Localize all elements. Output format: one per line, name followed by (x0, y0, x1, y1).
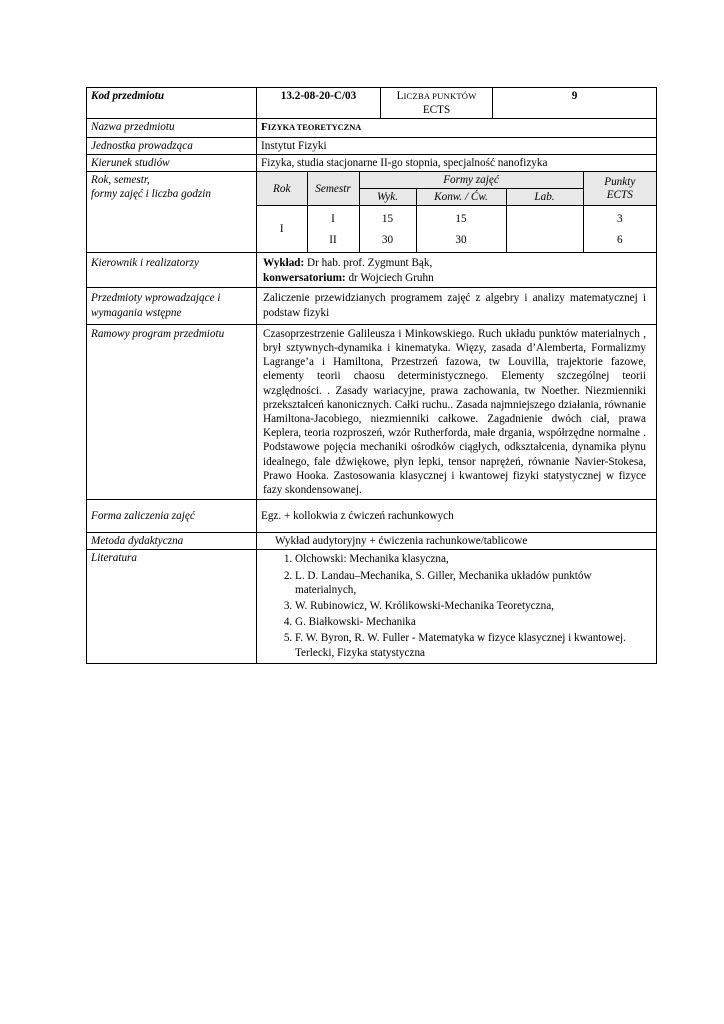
program-row (87, 324, 657, 499)
field-label: Kierunek studiów (87, 154, 257, 171)
method-row (87, 533, 657, 550)
prerequisites-label-line2: wymagania wstępne (91, 306, 182, 319)
literature-label: Literatura (87, 550, 257, 663)
literature-item: 5. F. W. Byron, R. W. Fuller - Matematyka w fizyce klasycznej i kwantowej. Terlecki, Fizyka statystyczna (295, 631, 650, 659)
unit-row (87, 137, 657, 154)
course-name-row (87, 119, 657, 137)
ects-label-smallcaps: ICZBA PUNKTÓW (403, 91, 477, 101)
field-value: Fizyka, studia stacjonarne II-go stopnia, specjalność nanofizyka (257, 154, 657, 171)
literature-value (257, 550, 657, 663)
conversatory-label: konwersatorium: (263, 272, 346, 285)
semester-values (307, 206, 359, 253)
course-name-smallcaps: IZYKA TEORETYCZNA (267, 123, 362, 133)
literature-list (257, 552, 650, 659)
wyk-sem-2: 30 (381, 234, 394, 247)
schedule-label-line2: formy zajęć i liczba godzin (91, 188, 211, 201)
course-code-label: Kod przedmiotu (87, 88, 257, 119)
ects-sem-1: 3 (616, 213, 623, 226)
lecture-label: Wykład: (263, 257, 305, 270)
literature-item: 3. W. Rubinowicz, W. Królikowski-Mechanika Teoretyczna, (295, 599, 650, 613)
program-label: Ramowy program przedmiotu (87, 324, 257, 499)
punkty-header-line2: ECTS (606, 188, 633, 201)
assessment-row (87, 500, 657, 533)
prerequisites-value: Zaliczenie przewidzianych programem zajęć z algebry i analizy matematycznej i podstaw fizyki (257, 288, 657, 324)
course-code-row (87, 88, 657, 119)
semester-2: II (329, 234, 337, 247)
konw-sem-2: 30 (455, 234, 467, 247)
course-name-label: Nazwa przedmiotu (87, 119, 257, 137)
prerequisites-label (87, 288, 257, 324)
punkty-header-line1: Punkty (604, 175, 636, 188)
staff-row (87, 253, 657, 288)
method-value: Wykład audytoryjny + ćwiczenia rachunkowe/tablicowe (257, 533, 657, 550)
method-label: Metoda dydaktyczna (87, 533, 257, 550)
schedule-row (87, 172, 657, 253)
prerequisites-row (87, 288, 657, 324)
literature-item: 1. Olchowski: Mechanika klasyczna, (295, 552, 650, 566)
punkty-ects-header (583, 172, 656, 206)
assessment-value: Egz. + kollokwia z ćwiczeń rachunkowych (257, 500, 657, 533)
ects-points-label (381, 88, 493, 119)
wyk-sem-1: 15 (381, 213, 394, 226)
konw-sem-1: 15 (455, 213, 467, 226)
lecture-value: Dr hab. prof. Zygmunt Bąk, (304, 257, 433, 270)
prerequisites-label-line1: Przedmioty wprowadzające i (91, 292, 221, 305)
staff-label: Kierownik i realizatorzy (87, 253, 257, 288)
syllabus-table (86, 87, 657, 664)
ects-sem-2: 6 (616, 234, 623, 247)
lecture-line (263, 256, 652, 271)
ects-label-end: ECTS (422, 104, 451, 117)
assessment-label: Forma zaliczenia zajęć (87, 500, 257, 533)
literature-item: 2. L. D. Landau–Mechanika, S. Giller, Mechanika układów punktów materialnych, (295, 569, 650, 597)
schedule-cell (257, 172, 657, 253)
konw-header: Konw. / Ćw. (416, 189, 506, 206)
ects-points-value: 9 (493, 88, 657, 119)
conversatory-value: dr Wojciech Gruhn (345, 272, 434, 285)
lab-header: Lab. (506, 189, 583, 206)
semestr-header: Semestr (307, 172, 359, 206)
rok-header: Rok (257, 172, 307, 206)
wyk-header: Wyk. (359, 189, 416, 206)
course-name-value (257, 119, 657, 137)
schedule-table (257, 172, 656, 252)
unit-value: Instytut Fizyki (257, 137, 657, 154)
schedule-label-line1: Rok, semestr, (91, 174, 150, 187)
konw-values (416, 206, 506, 253)
field-row (87, 154, 657, 171)
course-syllabus-page (86, 87, 656, 664)
rok-value: I (257, 206, 307, 253)
literature-row (87, 550, 657, 663)
ects-label-initial: L (396, 90, 404, 102)
program-value: Czasoprzestrzenie Galileusza i Minkowskiego. Ruch układu punktów materialnych , brył sztywnych-dynamika i kinematyka. Więzy, zasada d’Alemberta, Formalizmy Lagrange’a i Hamiltona, Przestrzeń fazowa, tw Louvilla, trajektorie fazowe, elementy teorii chaosu deterministycznego. Elementy szczególnej teorii względności. . Zasady wariacyjne, prawa zachowania, tw Noether. Niezmienniki przekształceń kanonicznych. Całki ruchu.. Zasada najmniejszego działania, równanie Hamiltona-Jacobiego, niezmienniki całkowe. Zagadnienie dwóch ciał, prawa Keplera, teoria rozproszeń, wzór Rutherforda, małe drgania, współrzędne normalne . Podstawowe pojęcia mechaniki ośrodków ciągłych, odkształcenia, dynamika płynu idealnego, fale dźwiękowe, płyn lepki, tensor naprężeń, równanie Navier-Stokesa, Prawo Hooka. Zastosowania klasycznej i kwantowej fizyki statystycznej w fizyce fazy skondensowanej. (257, 324, 657, 499)
course-name-initial: F (261, 121, 268, 134)
unit-label: Jednostka prowadząca (87, 137, 257, 154)
lab-values (506, 206, 583, 253)
conversatory-line (263, 271, 652, 286)
course-code-value: 13.2-08-20-C/03 (257, 88, 381, 119)
formy-header: Formy zajęć (359, 172, 583, 189)
staff-value (257, 253, 657, 288)
schedule-label (87, 172, 257, 253)
literature-item: 4. G. Białkowski- Mechanika (295, 615, 650, 629)
wyk-values (359, 206, 416, 253)
ects-values (583, 206, 656, 253)
semester-1: I (331, 213, 335, 226)
